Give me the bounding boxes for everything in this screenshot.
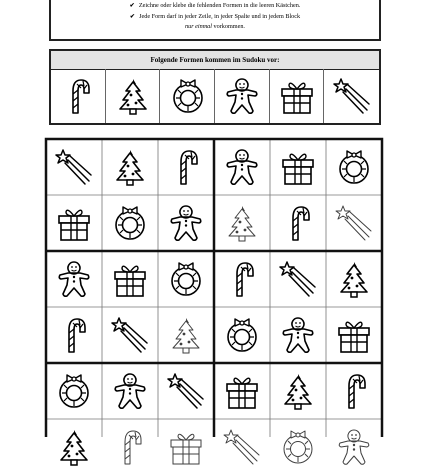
shooting-star-icon xyxy=(332,76,372,116)
wreath-icon xyxy=(168,76,208,116)
sudoku-cell-candy-cane-icon xyxy=(110,427,150,467)
sudoku-cell-gingerbread-man-icon xyxy=(334,427,374,467)
sudoku-cell-shooting-star-icon xyxy=(222,427,262,467)
sudoku-cell-candy-cane-icon xyxy=(166,147,206,187)
legend-cell xyxy=(106,69,161,123)
legend-cell xyxy=(324,69,379,123)
sudoku-cell-gingerbread-man-icon xyxy=(222,147,262,187)
check-icon: ✔ xyxy=(129,2,135,9)
check-icon: ✔ xyxy=(129,13,136,20)
sudoku-cell-gift-icon xyxy=(222,371,262,411)
sudoku-cell-shooting-star-icon xyxy=(334,203,374,243)
sudoku-cell-gingerbread-man-icon xyxy=(110,371,150,411)
sudoku-cell-candy-cane-icon xyxy=(54,315,94,355)
sudoku-cell-shooting-star-icon xyxy=(110,315,150,355)
sudoku-cell-candy-cane-icon xyxy=(222,259,262,299)
sudoku-grid xyxy=(44,137,384,437)
sudoku-cell-wreath-icon xyxy=(54,371,94,411)
sudoku-cell-shooting-star-icon xyxy=(166,371,206,411)
sudoku-cell-gift-icon xyxy=(166,427,206,467)
sudoku-cell-candy-cane-icon xyxy=(334,371,374,411)
sudoku-cell-wreath-icon xyxy=(110,203,150,243)
sudoku-cell-gift-icon xyxy=(334,315,374,355)
sudoku-cell-wreath-icon xyxy=(278,427,318,467)
sudoku-cell-christmas-tree-icon xyxy=(222,203,262,243)
sudoku-cell-wreath-icon xyxy=(334,147,374,187)
christmas-tree-icon xyxy=(113,76,153,116)
sudoku-cell-christmas-tree-icon xyxy=(278,371,318,411)
legend-cell xyxy=(215,69,270,123)
instruction-text-2: Jede Form darf in jeder Zeile, in jeder Spalte und in jedem Block xyxy=(139,13,301,20)
sudoku-cell-gift-icon xyxy=(278,147,318,187)
sudoku-cell-shooting-star-icon xyxy=(278,259,318,299)
shapes-legend xyxy=(49,49,381,125)
sudoku-cell-gingerbread-man-icon xyxy=(166,203,206,243)
instruction-emphasis: nur einmal xyxy=(185,23,212,30)
instructions-box xyxy=(49,0,381,41)
sudoku-cell-christmas-tree-icon xyxy=(334,259,374,299)
instruction-line-3 xyxy=(51,23,379,30)
instruction-text-3: vorkommen. xyxy=(213,23,245,30)
legend-cell xyxy=(51,69,106,123)
sudoku-cell-wreath-icon xyxy=(166,259,206,299)
instruction-line-2 xyxy=(51,13,379,20)
sudoku-cell-wreath-icon xyxy=(222,315,262,355)
shapes-legend-title: Folgende Formen kommen im Sudoku vor: xyxy=(51,51,379,70)
sudoku-cell-gingerbread-man-icon xyxy=(278,315,318,355)
instruction-text-1: Zeichne oder klebe die fehlenden Formen in die leeren Kästchen. xyxy=(138,2,301,9)
sudoku-cell-christmas-tree-icon xyxy=(110,147,150,187)
legend-cell xyxy=(270,69,325,123)
sudoku-grid-lines xyxy=(44,137,384,437)
sudoku-cell-candy-cane-icon xyxy=(278,203,318,243)
sudoku-cell-christmas-tree-icon xyxy=(54,427,94,467)
sudoku-cell-shooting-star-icon xyxy=(54,147,94,187)
legend-cell xyxy=(160,69,215,123)
gift-icon xyxy=(277,76,317,116)
gingerbread-man-icon xyxy=(222,76,262,116)
sudoku-cell-gift-icon xyxy=(110,259,150,299)
sudoku-cell-gift-icon xyxy=(54,203,94,243)
sudoku-cell-gingerbread-man-icon xyxy=(54,259,94,299)
sudoku-cell-christmas-tree-icon xyxy=(166,315,206,355)
instruction-line-1 xyxy=(51,2,379,9)
candy-cane-icon xyxy=(58,76,98,116)
